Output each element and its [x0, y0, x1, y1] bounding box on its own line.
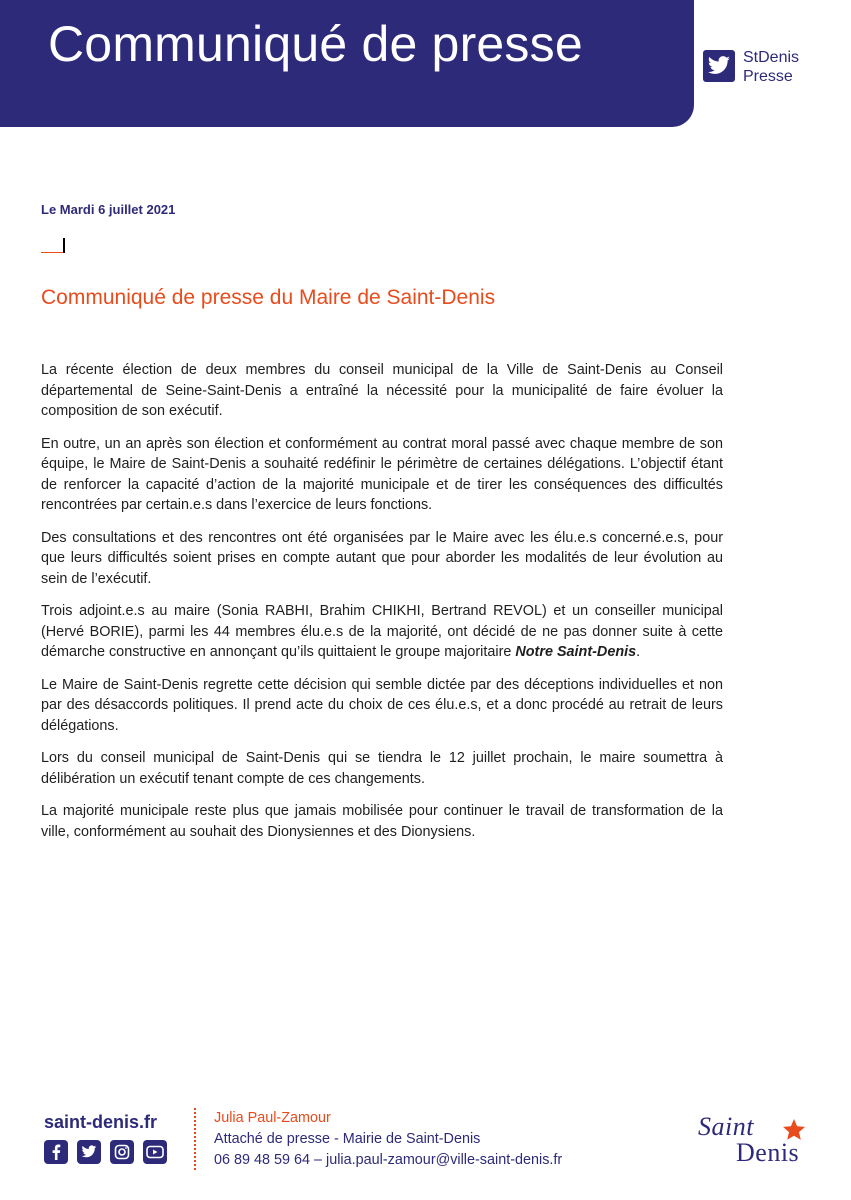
twitter-bird-icon [703, 50, 735, 82]
paragraph-4-tail: . [636, 644, 641, 660]
document-body [41, 360, 723, 854]
footer-divider [194, 1108, 196, 1170]
paragraph-5: Le Maire de Saint-Denis regrette cette décision qui semble dictée par des déceptions individuelles et non par des désaccords politiques. Il prend acte du choix de ces élu.e.s, et a donc procédé au retrait de leurs délégations. [41, 676, 723, 734]
paragraph-7: La majorité municipale reste plus que jamais mobilisée pour continuer le travail de transformation de la ville, conformément au souhait des Dionysiennes et des Dionysiens. [41, 803, 723, 840]
instagram-icon[interactable] [110, 1140, 134, 1164]
document-date: Le Mardi 6 juillet 2021 [41, 202, 176, 217]
facebook-icon[interactable] [44, 1140, 68, 1164]
group-name-emphasis: Notre Saint-Denis [515, 644, 637, 660]
paragraph-4 [41, 601, 723, 663]
social-links [44, 1140, 167, 1164]
website-link[interactable]: saint-denis.fr [44, 1112, 158, 1132]
paragraph-2: En outre, un an après son élection et conformément au contrat moral passé avec chaque membre de son équipe, le Maire de Saint-Denis a souhaité redéfinir le périmètre de certaines délégations. L’objectif étant de renforcer la capacité d’action de la majorité municipale et de tirer les conséquences des difficultés rencontrées par certain.e.s dans l’exercice de leurs fonctions. [41, 435, 723, 513]
logo-text-saint: Saint [698, 1112, 754, 1141]
contact-details[interactable]: 06 89 48 59 64 – julia.paul-zamour@ville-saint-denis.fr [214, 1152, 563, 1168]
contact-role: Attaché de presse - Mairie de Saint-Denis [214, 1131, 481, 1147]
contact-name: Julia Paul-Zamour [214, 1110, 331, 1126]
document-heading: Communiqué de presse du Maire de Saint-Denis [41, 286, 496, 309]
paragraph-1: La récente élection de deux membres du conseil municipal de la Ville de Saint-Denis au Conseil départemental de Seine-Saint-Denis a entraîné la nécessité pour la municipalité de faire évoluer la composition de son exécutif. [41, 362, 723, 419]
youtube-icon[interactable] [143, 1140, 167, 1164]
paragraph-6: Lors du conseil municipal de Saint-Denis qui se tiendra le 12 juillet prochain, le maire soumettra à délibération un exécutif tenant compte de ces changements. [41, 750, 723, 787]
paragraph-3: Des consultations et des rencontres ont été organisées par le Maire avec les élu.e.s concerné.e.s, pour que leurs difficultés soient prises en compte autant que pour aborder les modalités de leur évolution au sein de l’exécutif. [41, 529, 723, 587]
twitter-handle-line1: StDenis [743, 49, 800, 66]
twitter-icon[interactable] [77, 1140, 101, 1164]
saint-denis-logo [696, 1108, 826, 1168]
twitter-handle-line2: Presse [743, 68, 793, 85]
logo-text-denis: Denis [736, 1138, 800, 1167]
page-title: Communiqué de presse [48, 16, 583, 72]
text-cursor-mark [41, 238, 65, 253]
press-contact [214, 1108, 562, 1171]
header-band [0, 0, 694, 127]
paragraph-4-text: Trois adjoint.e.s au maire (Sonia RABHI, Brahim CHIKHI, Bertrand REVOL) et un conseiller municipal (Hervé BORIE), parmi les 44 membres élu.e.s de la majorité, ont décidé de ne pas donner suite à cette démarche constructive en annonçant qu’ils quittaient le groupe majoritaire [41, 603, 723, 660]
twitter-handle[interactable] [703, 48, 799, 86]
footer [0, 1100, 851, 1200]
